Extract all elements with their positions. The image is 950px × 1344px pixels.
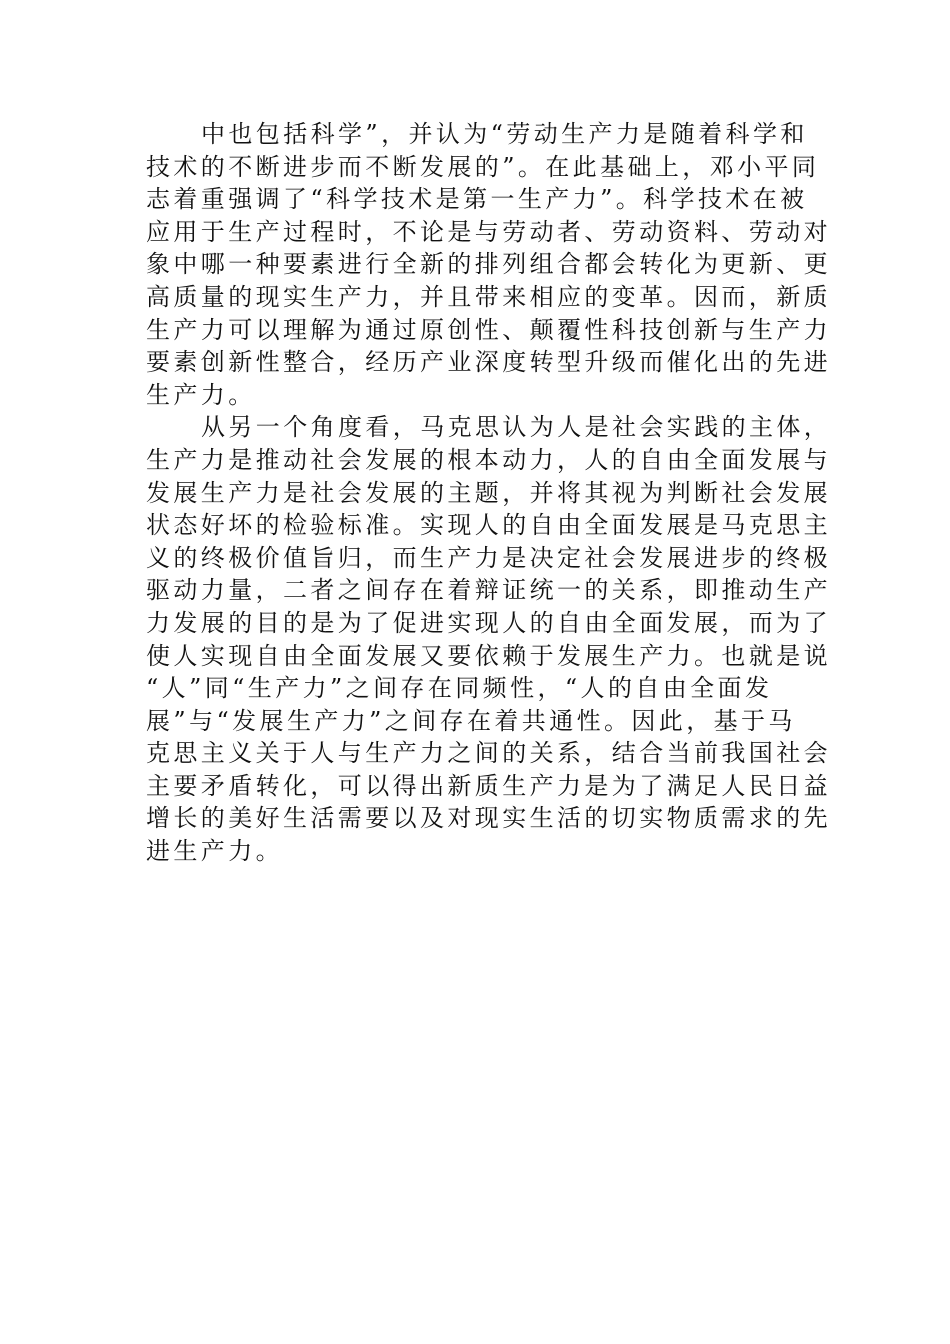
paragraph-line: 发展生产力是社会发展的主题，并将其视为判断社会发展 xyxy=(146,478,831,507)
paragraph-line: 展”与“发展生产力”之间存在着共通性。因此，基于马 xyxy=(146,706,796,735)
paragraph-line: 克思主义关于人与生产力之间的关系，结合当前我国社会 xyxy=(146,739,831,768)
body-text xyxy=(146,118,832,868)
paragraph-line: 生产力可以理解为通过原创性、颠覆性科技创新与生产力 xyxy=(146,315,831,344)
paragraph-line: 生产力。 xyxy=(146,380,256,409)
paragraph-line: 驱动力量，二者之间存在着辩证统一的关系，即推动生产 xyxy=(146,576,831,605)
paragraph-line: 志着重强调了“科学技术是第一生产力”。科学技术在被 xyxy=(146,185,808,214)
paragraph-line: 力发展的目的是为了促进实现人的自由全面发展，而为了 xyxy=(146,608,831,637)
paragraph-line: 应用于生产过程时，不论是与劳动者、劳动资料、劳动对 xyxy=(146,217,831,246)
paragraph-1 xyxy=(146,118,831,411)
paragraph-line: 从另一个角度看，马克思认为人是社会实践的主体， xyxy=(201,413,832,442)
paragraph-line: 使人实现自由全面发展又要依赖于发展生产力。也就是说 xyxy=(146,641,831,670)
paragraph-line: 义的终极价值旨归，而生产力是决定社会发展进步的终极 xyxy=(146,543,831,572)
paragraph-line: “人”同“生产力”之间存在同频性，“人的自由全面发 xyxy=(146,674,773,703)
paragraph-line: 生产力是推动社会发展的根本动力，人的自由全面发展与 xyxy=(146,445,831,474)
paragraph-line: 象中哪一种要素进行全新的排列组合都会转化为更新、更 xyxy=(146,250,831,279)
paragraph-line: 状态好坏的检验标准。实现人的自由全面发展是马克思主 xyxy=(146,511,831,540)
paragraph-line: 要素创新性整合，经历产业深度转型升级而催化出的先进 xyxy=(146,348,831,377)
paragraph-line: 增长的美好生活需要以及对现实生活的切实物质需求的先 xyxy=(146,804,831,833)
paragraph-line: 技术的不断进步而不断发展的”。在此基础上，邓小平同 xyxy=(146,152,820,181)
paragraph-line: 高质量的现实生产力，并且带来相应的变革。因而，新质 xyxy=(146,282,831,311)
paragraph-line: 主要矛盾转化，可以得出新质生产力是为了满足人民日益 xyxy=(146,771,831,800)
paragraph-line: 中也包括科学”，并认为“劳动生产力是随着科学和 xyxy=(201,120,808,148)
paragraph-line: 进生产力。 xyxy=(146,837,283,866)
paragraph-2 xyxy=(146,411,832,867)
